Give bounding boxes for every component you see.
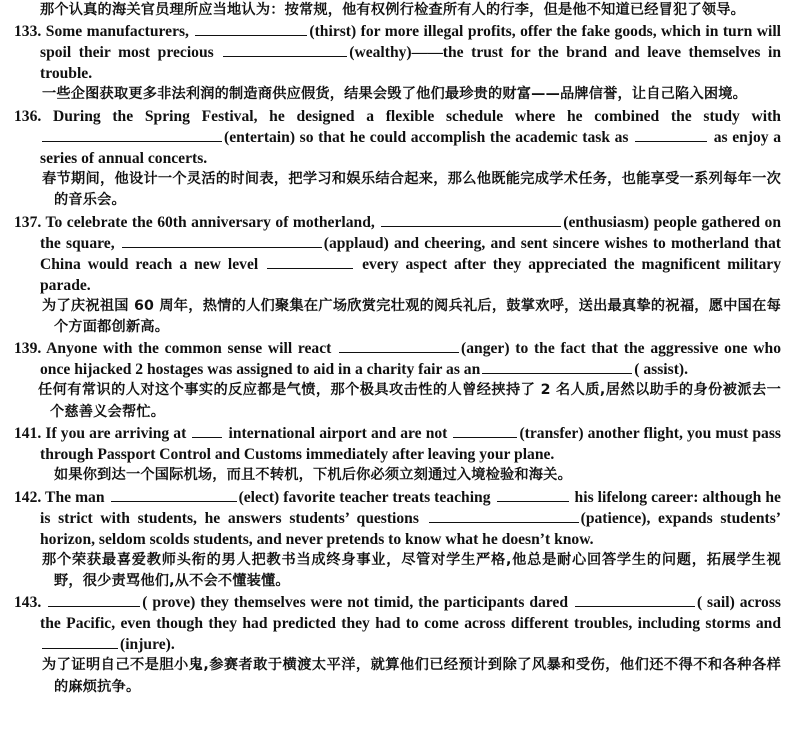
answer-blank[interactable]	[453, 423, 517, 438]
translation-137: 为了庆祝祖国 60 周年，热情的人们聚集在广场欣赏完壮观的阅兵礼后，鼓掌欢呼，送出最真挚的祝福，愿中国在每个方面都创新高。	[42, 297, 781, 336]
question-number: 143.	[14, 594, 42, 612]
translation-prev: 那个认真的海关官员理所应当地认为：按常规，他有权例行检查所有人的行李，但是他不知道已经冒犯了领导。	[40, 2, 745, 18]
answer-blank[interactable]	[635, 127, 707, 142]
answer-blank[interactable]	[195, 21, 307, 36]
answer-blank[interactable]	[42, 127, 222, 142]
answer-blank[interactable]	[223, 42, 347, 57]
translation-136: 春节期间，他设计一个灵活的时间表，把学习和娱乐结合起来，那么他既能完成学术任务，也能享受一系列每年一次的音乐会。	[42, 170, 781, 209]
question-139: 139. Anyone with the common sense will react (anger) to the fact that the aggressive one who once hijacked 2 hostages was assigned to aid in a charity fair as an ( assist).	[14, 340, 781, 379]
answer-blank[interactable]	[429, 508, 579, 523]
translation-141: 如果你到达一个国际机场，而且不转机，下机后你必须立刻通过入境检验和海关。	[54, 467, 572, 484]
answer-blank[interactable]	[42, 634, 118, 649]
translation-133: 一些企图获取更多非法利润的制造商供应假货，结果会毁了他们最珍贵的财富——品牌信誉，让自己陷入困境。	[42, 86, 747, 103]
answer-blank[interactable]	[381, 212, 561, 227]
question-137: 137. To celebrate the 60th anniversary of motherland, (enthusiasm) people gathered on the square, (applaud) and cheering, and sent sincere wishes to motherland that China would reach a new level every aspect after they appreciated the magnificent military parade.	[14, 213, 781, 294]
question-133: 133. Some manufacturers, (thirst) for more illegal profits, offer the fake goods, which in turn will spoil their most precious (wealthy)——the trust for the brand and leave themselves in trouble.	[14, 23, 781, 83]
answer-blank[interactable]	[192, 423, 222, 438]
question-number: 136.	[14, 107, 42, 125]
question-142: 142. The man (elect) favorite teacher treats teaching his lifelong career: although he is strict with students, he answers students’ questions (patience), expands students’ horizon, seldom scolds students, and never pretends to know what he doesn’t know.	[14, 488, 781, 548]
question-136: 136. During the Spring Festival, he designed a flexible schedule where he combined the study with (entertain) so that he could accomplish the academic task as as enjoy a series of annual concerts.	[14, 107, 781, 167]
answer-blank[interactable]	[267, 254, 353, 269]
answer-blank[interactable]	[497, 487, 569, 502]
answer-blank[interactable]	[575, 592, 695, 607]
translation-139: 任何有常识的人对这个事实的反应都是气愤，那个极具攻击性的人曾经挟持了 2 名人质,居然以助手的身份被派去一个慈善义会帮忙。	[38, 382, 781, 420]
answer-blank[interactable]	[48, 592, 140, 607]
question-number: 141.	[14, 425, 42, 443]
translation-142: 那个荣获最喜爱教师头衔的男人把教书当成终身事业，尽管对学生严格,他总是耐心回答学生的问题，拓展学生视野，很少责骂他们,从不会不懂装懂。	[42, 551, 781, 590]
answer-blank[interactable]	[111, 487, 237, 502]
question-number: 142.	[14, 488, 42, 506]
answer-blank[interactable]	[339, 338, 459, 353]
question-141: 141. If you are arriving at international airport and are not (transfer) another flight, you must pass through Passport Control and Customs immediately after leaving your plane.	[14, 425, 781, 464]
answer-blank[interactable]	[482, 359, 632, 374]
question-number: 137.	[14, 213, 42, 231]
translation-143: 为了证明自己不是胆小鬼,参赛者敢于横渡太平洋，就算他们已经预计到除了风暴和受伤，他们还不得不和各种各样的麻烦抗争。	[42, 657, 781, 695]
answer-blank[interactable]	[122, 233, 322, 248]
question-number: 139.	[14, 340, 42, 358]
question-143: 143. ( prove) they themselves were not timid, the participants dared ( sail) across the Pacific, even though they had predicted they had to come across different troubles, including storms and (injure).	[14, 594, 781, 654]
question-number: 133.	[14, 23, 42, 41]
